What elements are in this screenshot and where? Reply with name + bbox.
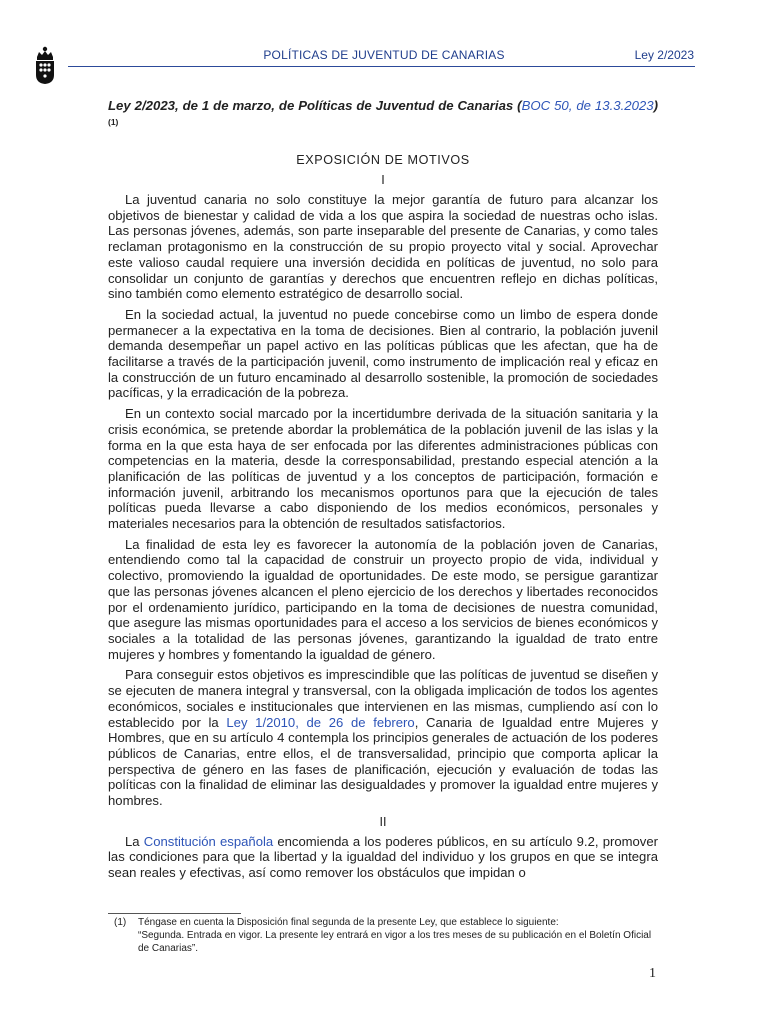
header-law-reference: Ley 2/2023 <box>634 48 694 62</box>
paragraph-1: La juventud canaria no solo constituye la mejor garantía de futuro para alcanzar los objetivos de bienestar y calidad de vida a los que aspira la sociedad de nuestras ocho islas. Las personas jóvenes, además, son parte inseparable del presente de Canarias, y como tales reclaman protagonismo en la construcción de su propio proyecto vital y social. Aprovechar este valioso caudal requiere una inversión decidida en políticas de juventud, no solo para consolidar un conjunto de garantías y derechos que encuentren reflejo en dichas políticas, sino también como elemento estratégico de desarrollo social. <box>108 192 658 302</box>
section-numeral-2: II <box>379 814 387 829</box>
section-numeral-1: I <box>381 173 385 187</box>
footnote-line-1: Téngase en cuenta la Disposición final segunda de la presente Ley, que establece lo siguiente: <box>138 917 559 928</box>
ley-1-2010-link[interactable]: Ley 1/2010, de 26 de febrero <box>226 714 415 730</box>
header-title: POLÍTICAS DE JUVENTUD DE CANARIAS <box>263 48 505 62</box>
page-number: 1 <box>649 966 656 981</box>
footnote-number: (1) <box>114 917 127 928</box>
paragraph-2: En la sociedad actual, la juventud no puede concebirse como un limbo de espera donde permanecer a la expectativa en la toma de decisiones. Bien al contrario, la población juvenil demanda desempeñar un papel activo en las políticas públicas que les afectan, que ha de facilitarse a través de la participación juvenil, como instrumento de implicación real y eficaz en la construcción de un futuro encaminado al desarrollo sostenible, la promoción de sociedades pacíficas, y la erradicación de la pobreza. <box>108 306 658 401</box>
paragraph-5: Para conseguir estos objetivos es imprescindible que las políticas de juventud se diseñen y se ejecuten de manera integral y transversal, con la obligada implicación de todos los agentes económicos, sociales e institucionales que intervienen en las mismas, cumpliendo así con lo establecido por la Ley 1/2010, de 26 de febrero, Canaria de Igualdad entre Mujeres y Hombres, que en su artículo 4 contempla los principios generales de actuación de los poderes públicos de Canarias, entre ellos, el de transversalidad, principio que comporta aplicar la perspectiva de género en las fases de planificación, ejecución y evaluación de todas las políticas con la finalidad de eliminar las desigualdades y promover la igualdad entre mujeres y hombres. <box>108 667 658 809</box>
footnote-reference[interactable]: (1) <box>108 117 119 127</box>
law-title: Ley 2/2023, de 1 de marzo, de Políticas de Juventud de Canarias (BOC 50, de 13.3.2023)$^{(1)}$ <box>108 98 658 127</box>
boc-link[interactable]: BOC 50, de 13.3.2023 <box>521 98 654 113</box>
document-body <box>108 97 658 886</box>
paragraph-4: La finalidad de esta ley es favorecer la autonomía de la población joven de Canarias, entendiendo como tal la capacidad de construir un proyecto propio de vida, individual y colectivo, promoviendo la igualdad de oportunidades. De este modo, se persigue garantizar que las personas jóvenes alcancen el pleno ejercicio de los derechos y libertades reconocidos por el ordenamiento jurídico, participando en la toma de decisiones de nuestra comunidad, que asegure las mismas oportunidades para el acceso a los servicios de bienes económicos y sociales a la totalidad de las personas jóvenes, garantizando la igualdad de trato entre mujeres y hombres y fomentando la igualdad de género. <box>108 536 658 662</box>
section-heading: EXPOSICIÓN DE MOTIVOS <box>296 153 470 167</box>
footnote-line-2: “Segunda. Entrada en vigor. La presente ley entrará en vigor a los tres meses de su publicación en el Boletín Oficial de Canarias”. <box>138 930 652 954</box>
footnote <box>108 916 660 955</box>
header-divider <box>68 66 695 67</box>
constitucion-link[interactable]: Constitución española <box>143 833 274 849</box>
paragraph-6: La Constitución española encomienda a los poderes públicos, en su artículo 9.2, promover las condiciones para que la libertad y la igualdad del individuo y los grupos en que se integra sean reales y efectivas, así como remover los obstáculos que impidan o <box>108 833 658 881</box>
paragraph-3: En un contexto social marcado por la incertidumbre derivada de la situación sanitaria y la crisis económica, se pretende abordar la problemática de la población juvenil de las islas y la forma en la que esta haya de ser enfocada por las diferentes administraciones públicas con competencias en la materia, desde la corresponsabilidad, prestando especial atención a la planificación de las políticas de juventud y a los conceptos de participación, formación e información juvenil, arbitrando los mecanismos oportunos para que la ejecución de tales políticas pueda llevarse a cabo disponiendo de los medios económicos, personales y materiales necesarios para la obtención de resultados satisfactorios. <box>108 406 658 532</box>
footnote-divider <box>108 913 241 914</box>
